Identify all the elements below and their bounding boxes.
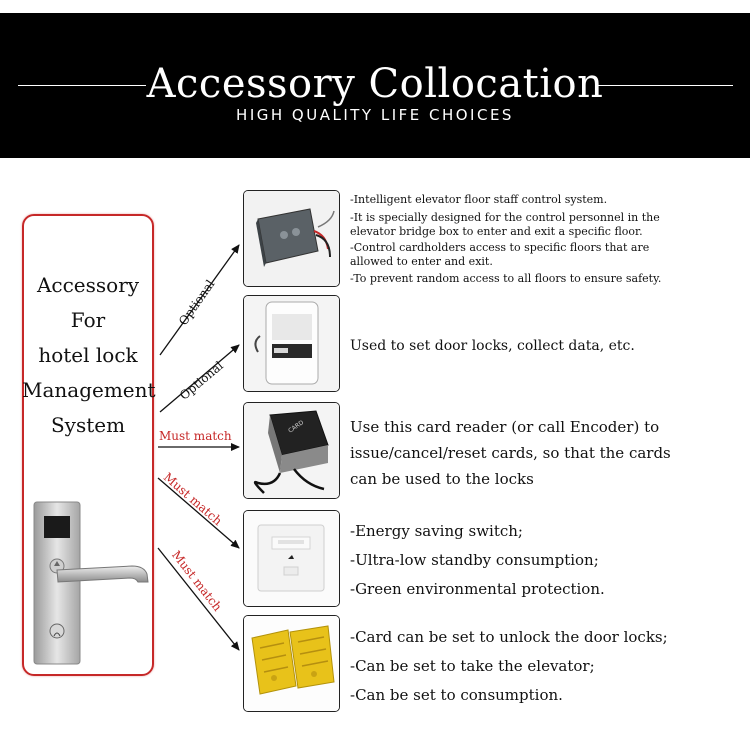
description-line: elevator bridge box to enter and exit a specific floor. bbox=[350, 225, 643, 238]
description-line: -Ultra-low standby consumption; bbox=[350, 551, 599, 569]
label-optional-2: Optional bbox=[177, 358, 226, 403]
description-line: -Control cardholders access to specific floors that are bbox=[350, 241, 650, 254]
accessory-description-cards bbox=[350, 623, 668, 710]
system-label-line: System bbox=[50, 413, 126, 437]
description-line: -Can be set to consumption. bbox=[350, 686, 563, 704]
description-line: -Energy saving switch; bbox=[350, 522, 523, 540]
description-line: -Can be set to take the elevator; bbox=[350, 657, 595, 675]
description-line: issue/cancel/reset cards, so that the cards bbox=[350, 444, 671, 462]
description-line: Use this card reader (or call Encoder) to bbox=[350, 418, 660, 436]
accessory-description-switch bbox=[350, 517, 605, 604]
description-line: allowed to enter and exit. bbox=[350, 255, 493, 268]
label-must-match-3: Must match bbox=[168, 548, 225, 614]
arrow-must-3 bbox=[158, 548, 239, 650]
description-line: Used to set door locks, collect data, etc. bbox=[350, 338, 635, 354]
label-must-match-2: Must match bbox=[160, 470, 225, 529]
description-line: -Green environmental protection. bbox=[350, 580, 605, 598]
description-line: -It is specially designed for the control personnel in the bbox=[350, 211, 660, 224]
accessory-description-collector bbox=[350, 338, 635, 354]
system-label-line: Accessory bbox=[36, 273, 140, 297]
description-line: -To prevent random access to all floors to ensure safety. bbox=[350, 272, 662, 285]
label-optional-1: Optional bbox=[176, 277, 218, 329]
description-line: can be used to the locks bbox=[350, 470, 534, 488]
page-title: Accessory Collocation bbox=[146, 61, 604, 107]
description-line: -Card can be set to unlock the door locks; bbox=[350, 628, 668, 646]
svg-text:CARD: CARD bbox=[287, 419, 306, 435]
system-label-line: For bbox=[70, 308, 106, 332]
page-subtitle: HIGH QUALITY LIFE CHOICES bbox=[236, 106, 514, 124]
system-label-line: Management bbox=[22, 378, 156, 402]
description-line: -Intelligent elevator floor staff control system. bbox=[350, 193, 608, 206]
label-must-match-1: Must match bbox=[159, 429, 232, 443]
accessory-description-elevator bbox=[350, 193, 661, 286]
system-label-line: hotel lock bbox=[38, 343, 138, 367]
accessory-description-encoder bbox=[350, 414, 671, 492]
